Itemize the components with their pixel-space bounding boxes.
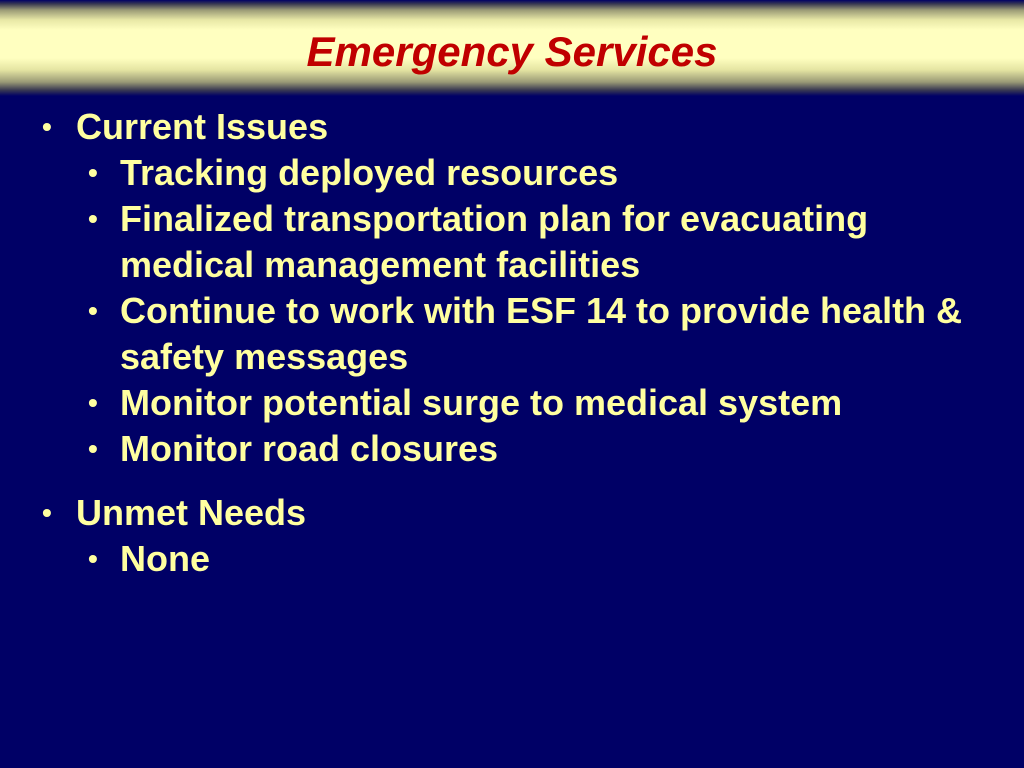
list-item-text: Continue to work with ESF 14 to provide health & safety messages <box>120 290 963 377</box>
list-item-text: Monitor road closures <box>120 428 499 469</box>
list-item-text: Finalized transportation plan for evacuating medical management facilities <box>120 198 869 285</box>
section-spacer <box>0 472 1024 490</box>
bullet-icon: • <box>42 497 52 528</box>
slide-body <box>0 104 1024 582</box>
section-unmet-needs <box>0 490 1024 582</box>
bullet-icon: • <box>88 157 98 188</box>
section-heading <box>0 490 1024 536</box>
bullet-icon: • <box>88 295 98 326</box>
list-item <box>0 150 1024 196</box>
slide-title: Emergency Services <box>306 28 718 75</box>
list-item <box>0 380 1024 426</box>
title-band <box>0 0 1024 96</box>
bullet-icon: • <box>88 433 98 464</box>
list-item-text: Tracking deployed resources <box>120 152 619 193</box>
bullet-icon: • <box>88 387 98 418</box>
list-item-text: None <box>120 538 210 579</box>
list-item <box>0 536 1024 582</box>
bullet-icon: • <box>88 543 98 574</box>
list-item <box>0 426 1024 472</box>
bullet-icon: • <box>42 111 52 142</box>
bullet-icon: • <box>88 203 98 234</box>
section-current-issues <box>0 104 1024 472</box>
list-item-text: Monitor potential surge to medical system <box>120 382 843 423</box>
list-item <box>0 196 1024 288</box>
section-heading <box>0 104 1024 150</box>
section-heading-text: Current Issues <box>76 106 329 147</box>
list-item <box>0 288 1024 380</box>
section-heading-text: Unmet Needs <box>76 492 307 533</box>
